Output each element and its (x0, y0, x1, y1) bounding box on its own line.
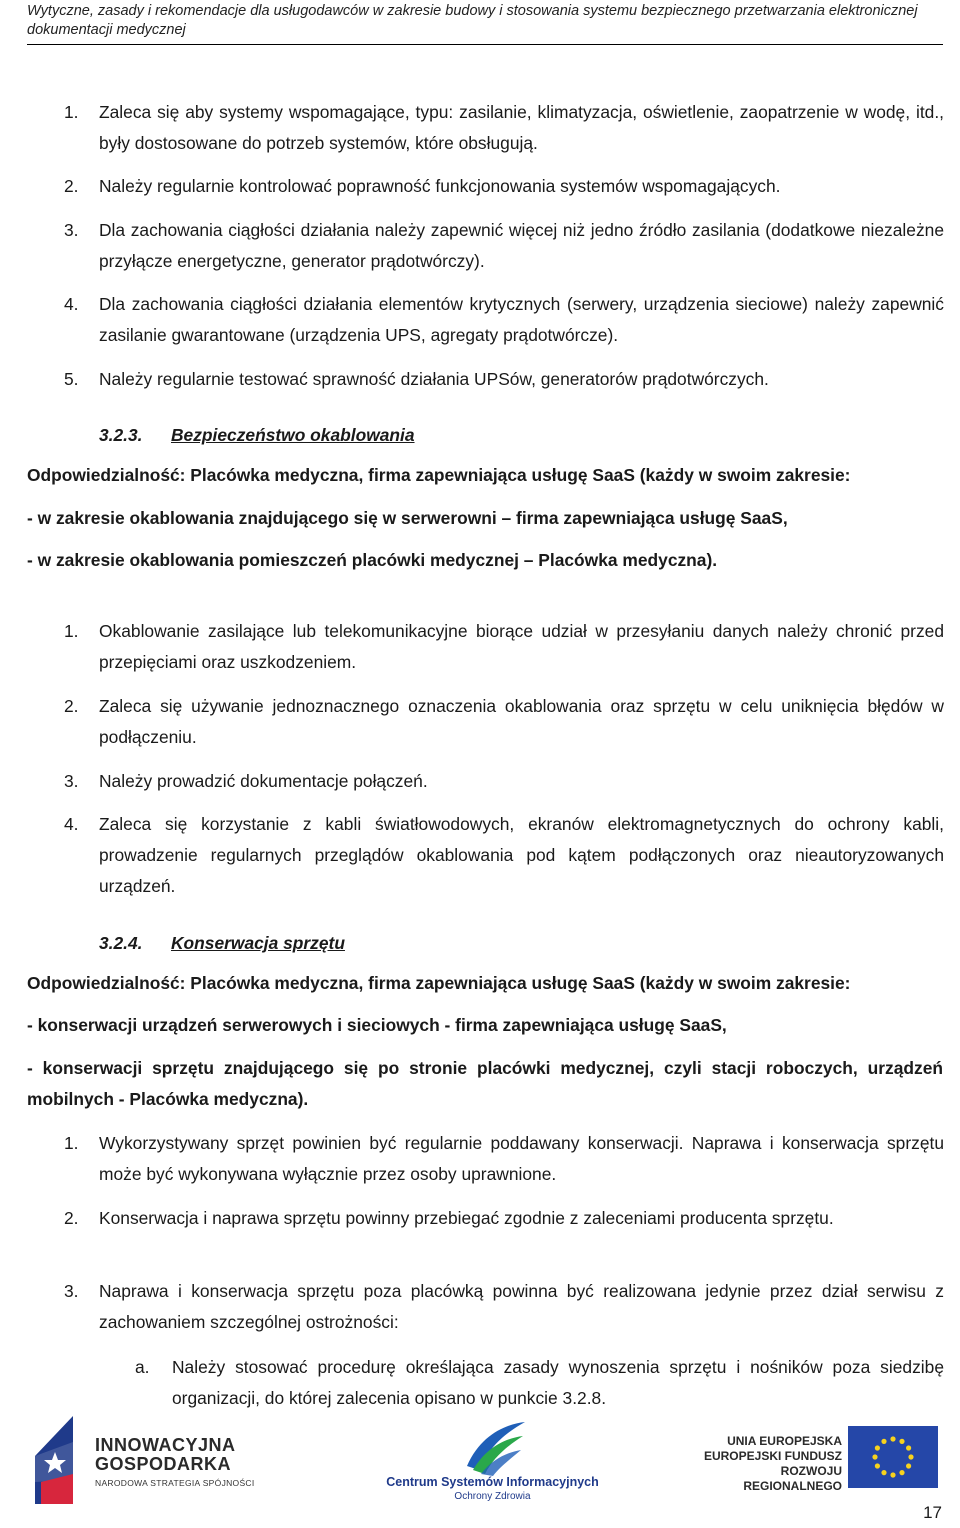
swirl-icon (459, 1414, 529, 1476)
header-rule (27, 44, 943, 45)
eu-erdf-logo: UNIA EUROPEJSKA EUROPEJSKI FUNDUSZ ROZWOJU REGIONALNEGO (680, 1426, 940, 1490)
section-heading-3-2-3: 3.2.3. Bezpieczeństwo okablowania (99, 425, 415, 445)
responsibility-intro: Odpowiedzialność: Placówka medyczna, firma zapewniająca usługę SaaS (każdy w swoim zakresie: (27, 465, 851, 485)
responsibility-line: - w zakresie okablowania pomieszczeń placówki medycznej – Placówka medyczna). (27, 550, 718, 570)
section-heading-3-2-4: 3.2.4. Konserwacja sprzętu (99, 933, 345, 953)
running-header (27, 2, 942, 40)
innowacyjna-gospodarka-logo: INNOWACYJNA GOSPODARKA NARODOWA STRATEGIA SPÓJNOŚCI (35, 1416, 285, 1504)
csioz-logo: Centrum Systemów Informacyjnych Ochrony Zdrowia (385, 1414, 600, 1504)
responsibility-line: - konserwacji urządzeń serwerowych i sieciowych - firma zapewniająca usługę SaaS, (27, 1015, 727, 1035)
responsibility-line: - w zakresie okablowania znajdującego się w serwerowni – firma zapewniająca usługę SaaS, (27, 508, 788, 528)
responsibility-intro: Odpowiedzialność: Placówka medyczna, firma zapewniająca usługę SaaS (każdy w swoim zakresie: (27, 973, 851, 993)
eu-flag-icon (848, 1426, 938, 1488)
header-line-2: dokumentacji medycznej (27, 22, 186, 38)
header-line-1: Wytyczne, zasady i rekomendacje dla usługodawców w zakresie budowy i stosowania systemu bezpiecznego przetwarzania elektronicznej (27, 3, 918, 19)
responsibility-line: - konserwacji sprzętu znajdującego się po stronie placówki medycznej, czyli stacji roboczych, urządzeń mobilnych - Placówka medyczna). (27, 1058, 943, 1109)
page-number: 17 (923, 1503, 942, 1522)
flag-star-icon (35, 1416, 95, 1504)
